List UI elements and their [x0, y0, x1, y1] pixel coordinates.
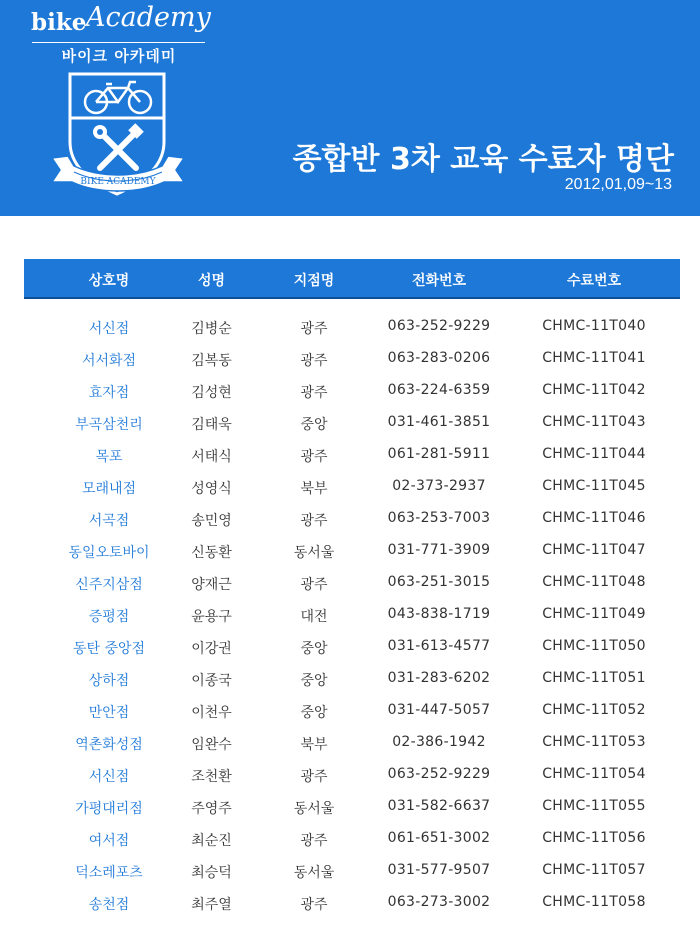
- phone-cell: 031-283-6202: [387, 670, 491, 686]
- phone-cell: 063-253-7003: [387, 510, 491, 526]
- table-row: [24, 502, 680, 534]
- certificate-no-cell: CHMC-11T043: [542, 414, 646, 430]
- table-row: [24, 566, 680, 598]
- phone-cell: 031-613-4577: [387, 638, 491, 654]
- phone-cell: 063-252-9229: [387, 766, 491, 782]
- person-name-cell: 이강권: [191, 641, 232, 657]
- branch-cell: 광주: [300, 769, 328, 785]
- certificate-no-cell: CHMC-11T051: [542, 670, 646, 686]
- branch-cell: 중앙: [300, 673, 328, 689]
- table-row: [24, 438, 680, 470]
- table-body: [24, 310, 680, 918]
- table-row: [24, 726, 680, 758]
- certificate-no-cell: CHMC-11T052: [542, 702, 646, 718]
- person-name-cell: 신동환: [191, 545, 232, 561]
- phone-cell: 02-386-1942: [392, 734, 486, 750]
- header-phone: 전화번호: [411, 273, 467, 289]
- branch-cell: 북부: [300, 481, 328, 497]
- certificate-no-cell: CHMC-11T046: [542, 510, 646, 526]
- header-certificate-no: 수료번호: [566, 273, 622, 289]
- phone-cell: 063-251-3015: [387, 574, 491, 590]
- phone-cell: 031-461-3851: [387, 414, 491, 430]
- table-row: [24, 758, 680, 790]
- page-date: 2012,01,09~13: [564, 176, 672, 193]
- shop-name-cell: 증평점: [88, 609, 130, 625]
- person-name-cell: 김복동: [191, 353, 232, 369]
- certificate-no-cell: CHMC-11T055: [542, 798, 646, 814]
- page-title: 종합반 3차 교육 수료자 명단: [292, 142, 674, 177]
- phone-cell: 043-838-1719: [387, 606, 491, 622]
- certificate-no-cell: CHMC-11T057: [542, 862, 646, 878]
- person-name-cell: 김병순: [191, 321, 232, 337]
- certificate-no-cell: CHMC-11T054: [542, 766, 646, 782]
- shop-name-cell: 동탄 중앙점: [72, 641, 146, 657]
- table-row: [24, 630, 680, 662]
- person-name-cell: 임완수: [191, 737, 232, 753]
- branch-cell: 동서울: [293, 865, 335, 881]
- table-row: [24, 790, 680, 822]
- certificate-no-cell: CHMC-11T045: [542, 478, 646, 494]
- table-row: [24, 406, 680, 438]
- shop-name-cell: 서곡점: [88, 513, 130, 529]
- person-name-cell: 서태식: [191, 449, 232, 465]
- table-row: [24, 854, 680, 886]
- table-row: [24, 310, 680, 342]
- certificate-no-cell: CHMC-11T047: [542, 542, 646, 558]
- certificate-no-cell: CHMC-11T056: [542, 830, 646, 846]
- shop-name-cell: 역촌화성점: [75, 737, 143, 753]
- person-name-cell: 최순진: [191, 833, 232, 849]
- shop-name-cell: 여서점: [88, 833, 130, 849]
- table-header: [24, 259, 680, 299]
- phone-cell: 031-447-5057: [387, 702, 491, 718]
- person-name-cell: 주영주: [191, 801, 232, 817]
- branch-cell: 동서울: [293, 545, 335, 561]
- table-row: [24, 470, 680, 502]
- phone-cell: 031-771-3909: [387, 542, 491, 558]
- phone-cell: 063-273-3002: [387, 894, 491, 910]
- shop-name-cell: 송천점: [88, 897, 130, 913]
- branch-cell: 광주: [300, 385, 328, 401]
- branch-cell: 광주: [300, 833, 328, 849]
- branch-cell: 중앙: [300, 417, 328, 433]
- certificate-no-cell: CHMC-11T041: [542, 350, 646, 366]
- shop-name-cell: 부곡삼천리: [75, 417, 143, 433]
- person-name-cell: 이종국: [191, 673, 232, 689]
- branch-cell: 대전: [300, 609, 328, 625]
- shop-name-cell: 만안점: [88, 705, 130, 721]
- branch-cell: 광주: [300, 577, 328, 593]
- shop-name-cell: 신주지삼점: [75, 577, 143, 593]
- logo-divider: [32, 42, 205, 43]
- phone-cell: 031-577-9507: [387, 862, 491, 878]
- bike-academy-emblem-icon: [48, 70, 188, 210]
- table-row: [24, 694, 680, 726]
- certificate-no-cell: CHMC-11T048: [542, 574, 646, 590]
- header-banner: [0, 0, 700, 216]
- shop-name-cell: 동일오토바이: [68, 545, 150, 561]
- branch-cell: 광주: [300, 449, 328, 465]
- shop-name-cell: 목포: [95, 449, 123, 465]
- header-person-name: 성명: [197, 273, 226, 289]
- branch-cell: 중앙: [300, 705, 328, 721]
- person-name-cell: 김태욱: [191, 417, 232, 433]
- shop-name-cell: 효자점: [88, 385, 130, 401]
- branch-cell: 광주: [300, 353, 328, 369]
- phone-cell: 063-252-9229: [387, 318, 491, 334]
- phone-cell: 061-651-3002: [387, 830, 491, 846]
- header-branch: 지점명: [293, 273, 335, 289]
- shop-name-cell: 덕소레포츠: [75, 865, 143, 881]
- phone-cell: 063-283-0206: [387, 350, 491, 366]
- logo-bike-text: bike: [31, 9, 87, 36]
- person-name-cell: 최승덕: [191, 865, 232, 881]
- person-name-cell: 조천환: [191, 769, 232, 785]
- shop-name-cell: 상하점: [88, 673, 130, 689]
- certificate-no-cell: CHMC-11T042: [542, 382, 646, 398]
- person-name-cell: 이천우: [191, 705, 232, 721]
- certificate-no-cell: CHMC-11T040: [542, 318, 646, 334]
- person-name-cell: 최주열: [191, 897, 232, 913]
- shop-name-cell: 서신점: [88, 769, 130, 785]
- person-name-cell: 송민영: [191, 513, 232, 529]
- phone-cell: 02-373-2937: [392, 478, 486, 494]
- shop-name-cell: 가평대리점: [75, 801, 143, 817]
- person-name-cell: 성영식: [191, 481, 232, 497]
- branch-cell: 북부: [300, 737, 328, 753]
- branch-cell: 중앙: [300, 641, 328, 657]
- branch-cell: 광주: [300, 897, 328, 913]
- phone-cell: 061-281-5911: [387, 446, 491, 462]
- person-name-cell: 양재근: [191, 577, 232, 593]
- shop-name-cell: 서서화점: [81, 353, 137, 369]
- phone-cell: 063-224-6359: [387, 382, 491, 398]
- table-row: [24, 662, 680, 694]
- person-name-cell: 김성현: [191, 385, 232, 401]
- table-row: [24, 342, 680, 374]
- certificate-no-cell: CHMC-11T053: [542, 734, 646, 750]
- shop-name-cell: 모래내점: [81, 481, 137, 497]
- table-row: [24, 598, 680, 630]
- logo-korean-text: 바이크 아카데미: [61, 47, 177, 65]
- branch-cell: 광주: [300, 513, 328, 529]
- phone-cell: 031-582-6637: [387, 798, 491, 814]
- header-shop-name: 상호명: [88, 273, 130, 289]
- table-row: [24, 822, 680, 854]
- table-row: [24, 374, 680, 406]
- certificate-no-cell: CHMC-11T044: [542, 446, 646, 462]
- table-row: [24, 534, 680, 566]
- table-row: [24, 886, 680, 918]
- logo-academy-text: Academy: [86, 2, 211, 33]
- certificate-no-cell: CHMC-11T049: [542, 606, 646, 622]
- branch-cell: 광주: [300, 321, 328, 337]
- certificate-no-cell: CHMC-11T058: [542, 894, 646, 910]
- branch-cell: 동서울: [293, 801, 335, 817]
- person-name-cell: 윤용구: [191, 609, 232, 625]
- certificate-no-cell: CHMC-11T050: [542, 638, 646, 654]
- shop-name-cell: 서신점: [88, 321, 130, 337]
- emblem-ribbon-text: BIKE ACADEMY: [80, 177, 156, 187]
